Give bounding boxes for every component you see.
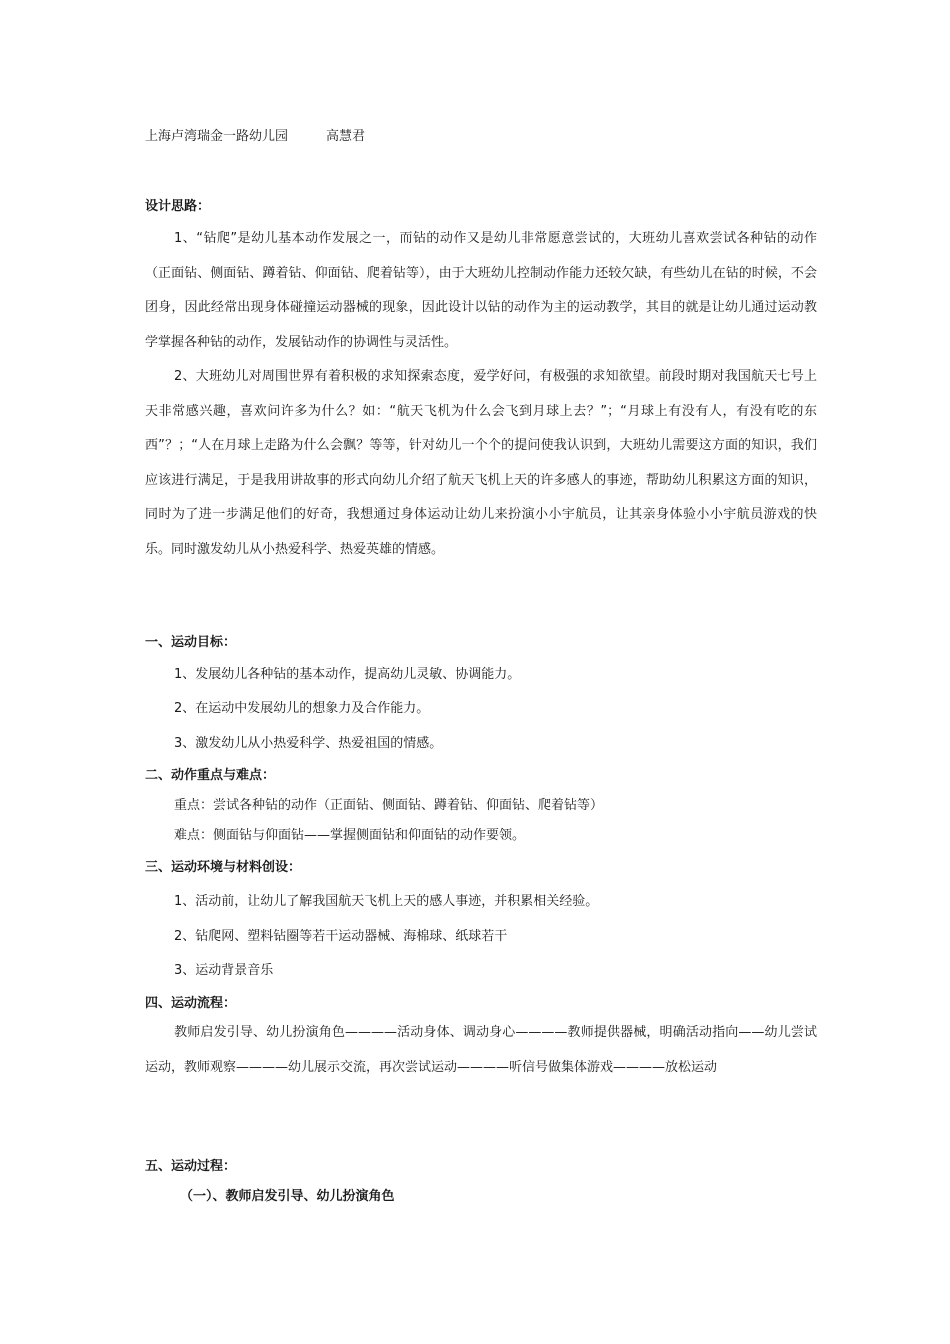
design-paragraph-2-text: 2、大班幼儿对周围世界有着积极的求知探索态度，爱学好问，有极强的求知欲望。前段时期对我国航天七号上天非常感兴趣，喜欢问许多为什么？如：“航天飞机为什么会飞到月球上去？”；“月球上有没有人，有没有吃的东西”？；“人在月球上走路为什么会飘？等等，针对幼儿一个个的提问使我认识到，大班幼儿需要这方面的知识，我们应该进行满足，于是我用讲故事的形式向幼儿介绍了航天飞机上天的许多感人的事迹，帮助幼儿积累这方面的知识，同时为了进一步满足他们的好奇，我想通过身体运动让幼儿来扮演小小宇航员，让其亲身体验小小宇航员游戏的快乐。同时激发幼儿从小热爱科学、热爱英雄的情感。 <box>145 369 817 557</box>
goal-item-1: 1、发展幼儿各种钻的基本动作，提高幼儿灵敏、协调能力。 <box>174 667 521 682</box>
environment-item-1: 1、活动前，让幼儿了解我国航天飞机上天的感人事迹，并积累相关经验。 <box>174 894 599 909</box>
design-paragraph-2 <box>145 360 817 567</box>
environment-item-2: 2、钻爬网、塑料钻圈等若干运动器械、海棉球、纸球若干 <box>174 929 508 944</box>
environment-heading: 三、运动环境与材料创设： <box>145 860 302 875</box>
flow-paragraph-text: 教师启发引导、幼儿扮演角色————活动身体、调动身心————教师提供器械，明确活动指向——幼儿尝试运动，教师观察————幼儿展示交流，再次尝试运动————听信号做集体游戏————放松运动 <box>145 1025 817 1075</box>
design-paragraph-1-text: 1、“钻爬”是幼儿基本动作发展之一，而钻的动作又是幼儿非常愿意尝试的，大班幼儿喜欢尝试各种钻的动作（正面钻、侧面钻、蹲着钻、仰面钻、爬着钻等），由于大班幼儿控制动作能力还较欠缺，有些幼儿在钻的时候，不会团身，因此经常出现身体碰撞运动器械的现象，因此设计以钻的动作为主的运动教学，其目的就是让幼儿通过运动教学掌握各种钻的动作，发展钻动作的协调性与灵活性。 <box>145 231 817 350</box>
key-points-heading: 二、动作重点与难点： <box>145 768 276 783</box>
design-paragraph-1 <box>145 222 817 360</box>
design-heading: 设计思路： <box>145 199 211 214</box>
goal-item-2: 2、在运动中发展幼儿的想象力及合作能力。 <box>174 701 430 716</box>
environment-item-3: 3、运动背景音乐 <box>174 963 274 978</box>
flow-paragraph <box>145 1016 817 1085</box>
process-subheading-1: （一）、教师启发引导、幼儿扮演角色 <box>180 1189 395 1204</box>
flow-heading: 四、运动流程： <box>145 996 237 1011</box>
author-name: 高慧君 <box>326 129 366 144</box>
goal-item-3: 3、激发幼儿从小热爱科学、热爱祖国的情感。 <box>174 736 443 751</box>
key-point-focus: 重点：尝试各种钻的动作（正面钻、侧面钻、蹲着钻、仰面钻、爬着钻等） <box>174 798 604 813</box>
goals-heading: 一、运动目标： <box>145 635 237 650</box>
process-heading: 五、运动过程： <box>145 1159 237 1174</box>
header-line <box>145 128 365 146</box>
school-name: 上海卢湾瑞金一路幼儿园 <box>145 129 289 144</box>
key-point-difficulty: 难点：侧面钻与仰面钻——掌握侧面钻和仰面钻的动作要领。 <box>174 828 526 843</box>
